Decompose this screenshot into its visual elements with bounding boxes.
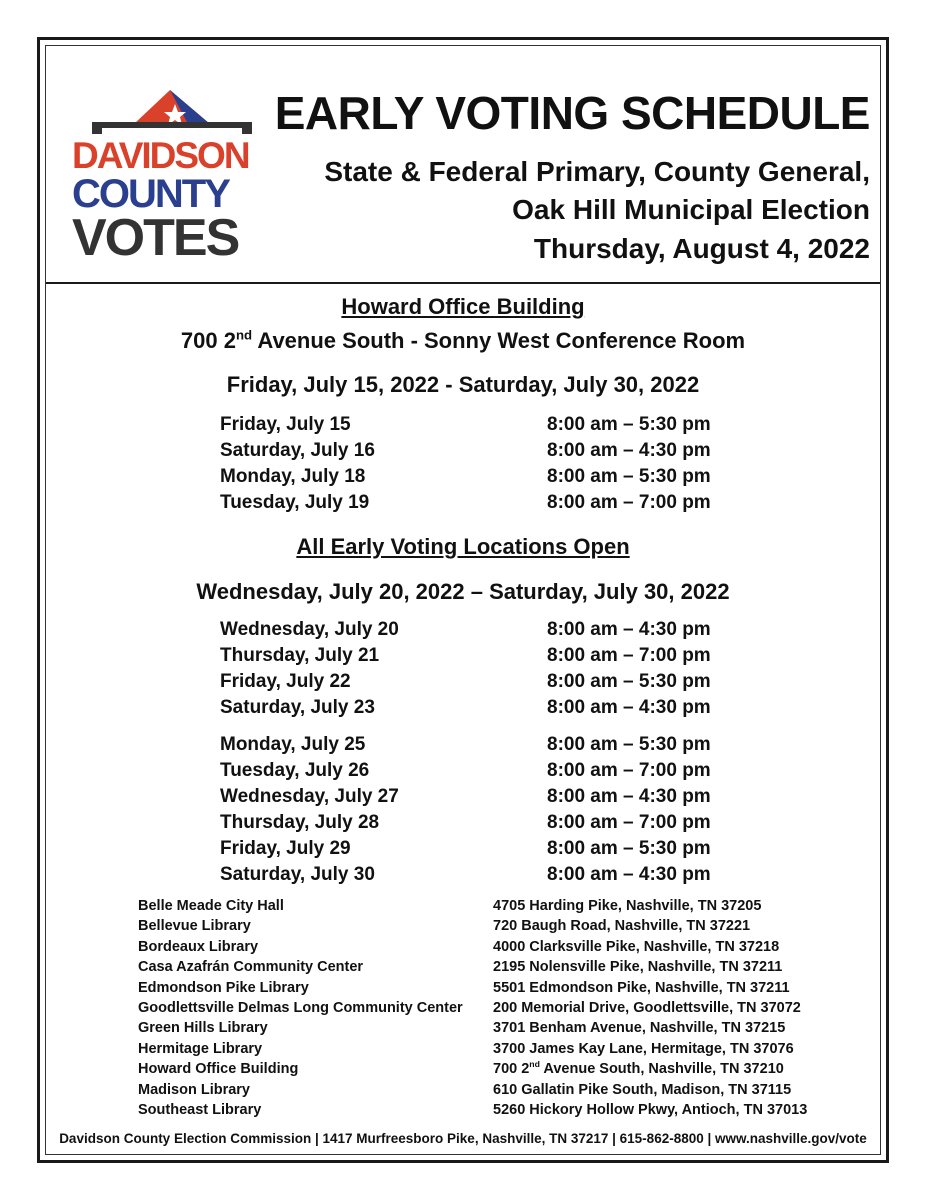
schedule-day: Thursday, July 21 [220,645,380,666]
location-address-pre: 700 2 [493,1061,530,1078]
logo-line-county: COUNTY [72,172,229,216]
section1-address-sup: nd [235,327,253,343]
location-address [493,1061,784,1077]
location-name: Casa Azafrán Community Center [138,959,364,976]
location-address: 610 Gallatin Pike South, Madison, TN 37115 [493,1081,792,1098]
schedule-day: Wednesday, July 27 [220,786,399,807]
schedule-day: Saturday, July 23 [220,697,375,718]
footer-contact: Davidson County Election Commission | 1417 Murfreesboro Pike, Nashville, TN 37217 | 615-862-8800 | www.nashville.gov/vote [59,1131,867,1146]
location-name: Southeast Library [138,1102,262,1118]
schedule-day: Wednesday, July 20 [220,619,399,640]
location-name: Howard Office Building [138,1061,299,1078]
schedule-day: Monday, July 18 [220,466,366,487]
schedule-day: Monday, July 25 [220,734,366,755]
location-address-post: Avenue South, Nashville, TN 37210 [539,1061,784,1078]
location-address: 200 Memorial Drive, Goodlettsville, TN 37072 [493,1000,801,1016]
section2-date-range: Wednesday, July 20, 2022 – Saturday, July 30, 2022 [196,579,730,604]
schedule-day: Tuesday, July 26 [220,760,370,781]
location-name: Hermitage Library [138,1040,263,1057]
section1-address-post: Avenue South - Sonny West Conference Room [252,328,746,353]
schedule-hours: 8:00 am – 4:30 pm [547,619,711,640]
document-frame [37,37,889,1163]
location-name: Bellevue Library [138,918,251,935]
location-name: Green Hills Library [138,1020,268,1037]
location-address-sup: nd [529,1059,540,1070]
location-address: 720 Baugh Road, Nashville, TN 37221 [493,918,751,935]
election-date: Thursday, August 4, 2022 [533,233,870,264]
schedule-hours: 8:00 am – 5:30 pm [547,734,711,755]
schedule-day: Thursday, July 28 [220,812,380,833]
location-name: Belle Meade City Hall [138,898,284,914]
schedule-day: Friday, July 22 [220,671,351,692]
election-subtitle-1: State & Federal Primary, County General, [324,156,870,187]
schedule-hours: 8:00 am – 5:30 pm [547,838,711,859]
section2-heading: All Early Voting Locations Open [296,534,630,559]
logo-line-votes: VOTES [72,209,239,267]
schedule-hours: 8:00 am – 4:30 pm [547,864,711,885]
header [46,46,880,284]
election-subtitle-2: Oak Hill Municipal Election [512,194,870,225]
schedule-hours: 8:00 am – 5:30 pm [547,414,711,435]
location-address: 2195 Nolensville Pike, Nashville, TN 37211 [493,959,783,976]
davidson-county-votes-logo [72,82,272,267]
location-name: Edmondson Pike Library [138,979,309,996]
location-address: 5501 Edmondson Pike, Nashville, TN 37211 [493,979,790,996]
location-address: 5260 Hickory Hollow Pkwy, Antioch, TN 37013 [493,1102,808,1118]
schedule-hours: 8:00 am – 7:00 pm [547,760,711,781]
section1-heading: Howard Office Building [341,294,585,319]
section1-date-range: Friday, July 15, 2022 - Saturday, July 30, 2022 [226,372,700,397]
page-title: EARLY VOTING SCHEDULE [274,87,870,139]
logo-line-davidson: DAVIDSON [72,135,249,176]
location-name: Goodlettsville Delmas Long Community Center [138,1000,463,1016]
ballot-box-icon [72,82,272,142]
schedule-day: Friday, July 15 [220,414,351,435]
schedule-hours: 8:00 am – 7:00 pm [547,812,711,833]
schedule-hours: 8:00 am – 5:30 pm [547,466,711,487]
schedule-day: Saturday, July 16 [220,440,375,461]
document-inner-frame [45,45,881,1155]
location-name: Madison Library [138,1081,250,1098]
location-address: 3701 Benham Avenue, Nashville, TN 37215 [493,1020,786,1037]
section1-address-pre: 700 2 [180,328,236,353]
schedule-day: Tuesday, July 19 [220,492,370,513]
schedule-hours: 8:00 am – 7:00 pm [547,645,711,666]
location-name: Bordeaux Library [138,938,259,955]
schedule-hours: 8:00 am – 4:30 pm [547,786,711,807]
location-address: 3700 James Kay Lane, Hermitage, TN 37076 [493,1040,794,1057]
schedule-hours: 8:00 am – 4:30 pm [547,440,711,461]
location-address: 4000 Clarksville Pike, Nashville, TN 37218 [493,938,780,955]
location-address: 4705 Harding Pike, Nashville, TN 37205 [493,898,762,914]
schedule-hours: 8:00 am – 5:30 pm [547,671,711,692]
schedule-day: Saturday, July 30 [220,864,375,885]
schedule-hours: 8:00 am – 7:00 pm [547,492,711,513]
schedule-day: Friday, July 29 [220,838,351,859]
section1-address [46,328,880,354]
schedule-hours: 8:00 am – 4:30 pm [547,697,711,718]
